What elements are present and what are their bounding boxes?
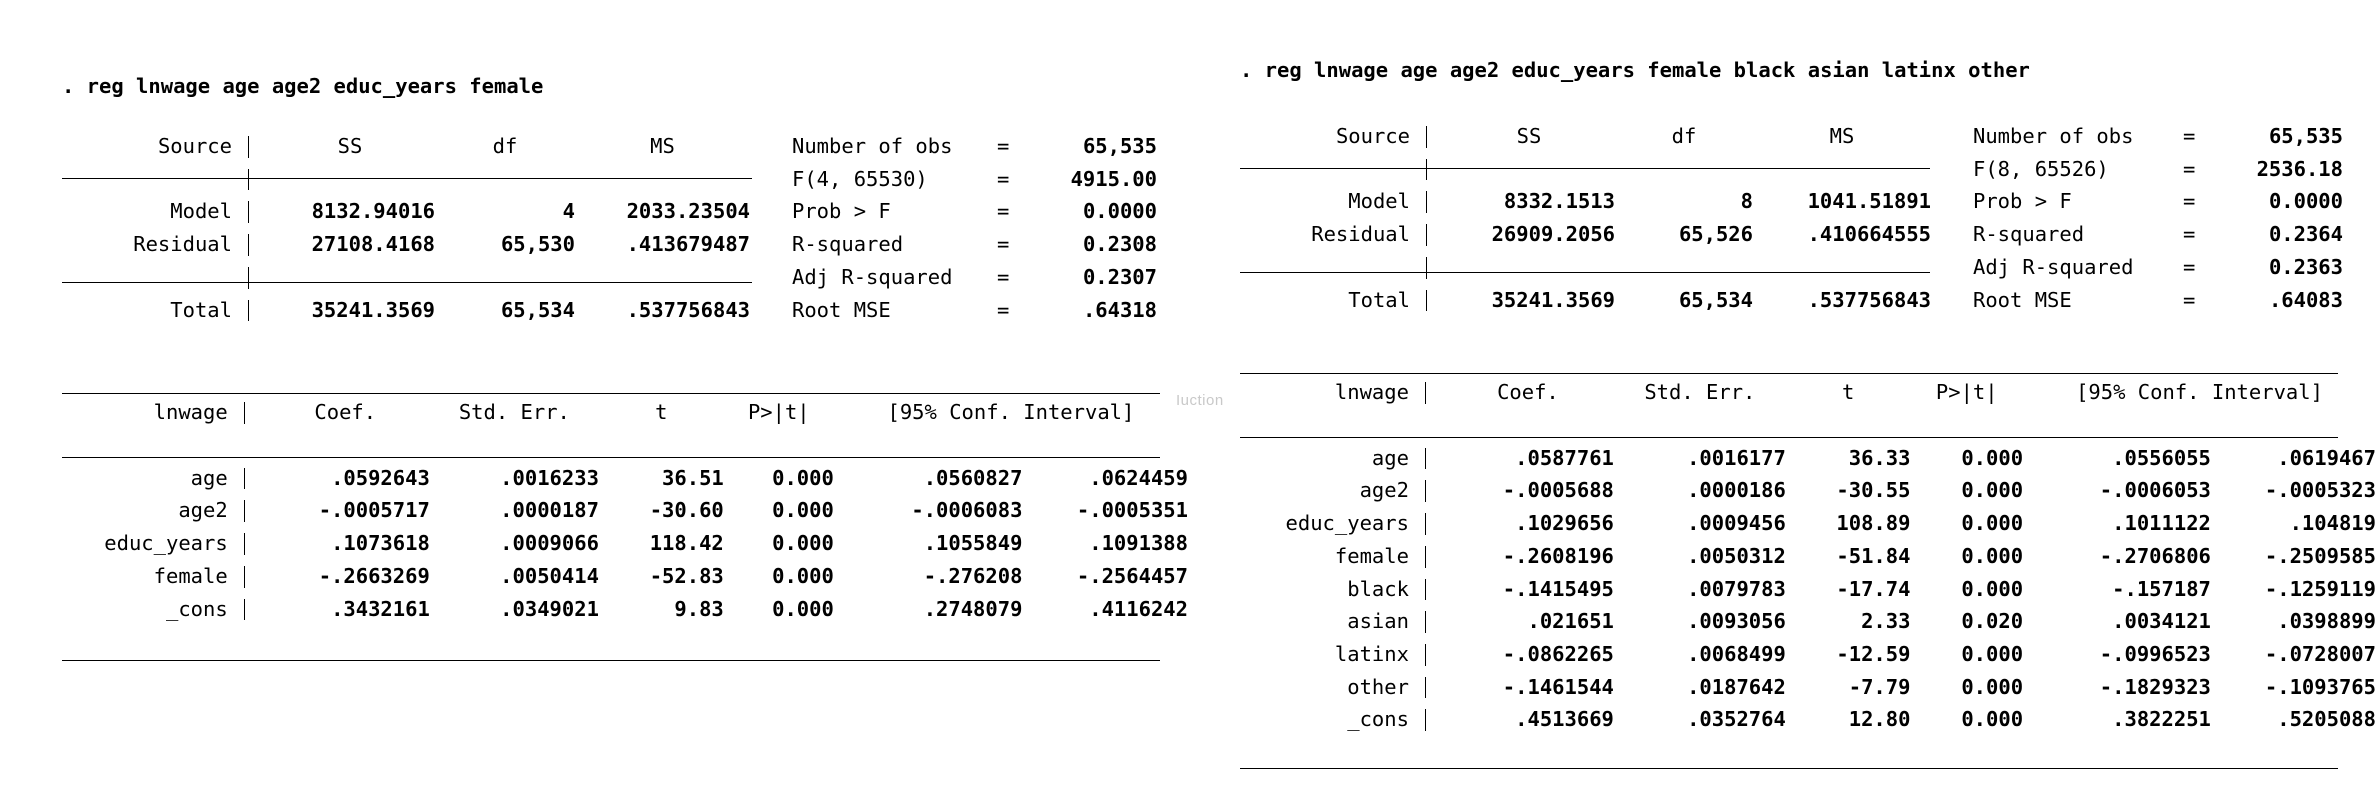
stat-eq-5: = xyxy=(997,297,1010,322)
ci-low: .1055849 xyxy=(923,531,1023,556)
table-row xyxy=(62,468,1188,490)
anova-residual-df: 65,530 xyxy=(500,232,575,257)
stata-command-left: . reg lnwage age age2 educ_years female xyxy=(62,74,544,98)
coef-row-label: other xyxy=(1347,674,1409,699)
anova-row-label: Residual xyxy=(133,232,232,257)
coef-rule-bottom-right xyxy=(1240,768,2338,769)
ci-low: -.0006053 xyxy=(2099,478,2211,503)
coef-value: -.0005717 xyxy=(318,498,430,523)
coef-col-coef: Coef. xyxy=(314,400,377,424)
stat-eq-3: = xyxy=(2183,222,2196,247)
se-value: .0016177 xyxy=(1687,445,1786,470)
t-value: 36.51 xyxy=(662,465,724,490)
coef-row-label: female xyxy=(153,563,228,588)
ci-low: .0034121 xyxy=(2112,609,2211,634)
coef-col-ci: [95% Conf. Interval] xyxy=(887,400,1135,424)
anova-total-ss: 35241.3569 xyxy=(311,297,435,322)
watermark-text: Iuction xyxy=(1176,392,1224,409)
ci-high: -.1093765 xyxy=(2264,674,2376,699)
anova-row-label: Model xyxy=(170,199,232,224)
coef-rule-mid-left xyxy=(62,457,1160,458)
se-value: .0187642 xyxy=(1687,674,1786,699)
ci-high: -.2564457 xyxy=(1076,563,1188,588)
anova-row-blank1 xyxy=(62,169,1157,191)
t-value: -12.59 xyxy=(1836,642,1911,667)
p-value: 0.000 xyxy=(1961,543,2024,568)
anova-row-blank2 xyxy=(1240,257,2343,279)
coef-value: -.2608196 xyxy=(1502,543,1614,568)
table-row xyxy=(1240,579,2376,601)
p-value: 0.000 xyxy=(1961,576,2024,601)
coef-col-t: t xyxy=(1841,380,1855,404)
p-value: 0.000 xyxy=(772,596,834,621)
stat-eq-0: = xyxy=(2183,124,2196,148)
stat-eq-4: = xyxy=(997,264,1010,289)
anova-rule-top-left xyxy=(62,178,752,179)
se-value: .0000187 xyxy=(500,498,599,523)
anova-row-total xyxy=(62,300,1157,322)
coef-header-row xyxy=(1240,382,2376,404)
p-value: 0.000 xyxy=(1961,642,2024,667)
stat-value-2: 0.0000 xyxy=(1082,199,1157,224)
stat-value-1: 2536.18 xyxy=(2256,156,2343,181)
ci-high: .4116242 xyxy=(1089,596,1188,621)
stat-value-4: 0.2307 xyxy=(1082,264,1157,289)
anova-model-ms: 2033.23504 xyxy=(626,199,750,224)
table-row xyxy=(62,500,1188,522)
regression-output-right xyxy=(1188,0,2376,804)
p-value: 0.000 xyxy=(772,465,834,490)
se-value: .0093056 xyxy=(1687,609,1786,634)
ci-low: -.0006083 xyxy=(911,498,1023,523)
stat-name-1: F(4, 65530) xyxy=(792,166,928,191)
coef-col-t: t xyxy=(655,400,668,424)
anova-residual-ss: 26909.2056 xyxy=(1491,222,1615,247)
coef-value: -.1415495 xyxy=(1502,576,1614,601)
anova-row-residual xyxy=(62,234,1157,256)
anova-col-ms: MS xyxy=(1829,124,1855,148)
anova-col-df: df xyxy=(1671,124,1697,148)
stat-name-0: Number of obs xyxy=(792,134,953,158)
anova-model-ss: 8332.1513 xyxy=(1503,189,1615,214)
anova-total-df: 65,534 xyxy=(500,297,575,322)
stat-name-3: R-squared xyxy=(1973,222,2085,247)
ci-high: .5205088 xyxy=(2277,707,2376,732)
t-value: 36.33 xyxy=(1848,445,1911,470)
anova-row-label: Total xyxy=(1348,287,1410,312)
ci-low: .0560827 xyxy=(923,465,1023,490)
stat-eq-5: = xyxy=(2183,287,2196,312)
coef-col-se: Std. Err. xyxy=(1644,380,1756,404)
anova-row-model xyxy=(1240,191,2343,213)
coef-row-label: _cons xyxy=(165,596,228,621)
anova-residual-ms: .413679487 xyxy=(626,232,750,257)
anova-header-row xyxy=(1240,126,2343,148)
anova-rule-mid-right xyxy=(1240,272,1930,273)
stat-eq-4: = xyxy=(2183,254,2196,279)
stat-name-0: Number of obs xyxy=(1973,124,2134,148)
ci-high: .0624459 xyxy=(1089,465,1188,490)
coef-col-depvar: lnwage xyxy=(153,400,228,424)
stat-value-0: 65,535 xyxy=(1082,134,1157,158)
coef-value: -.2663269 xyxy=(318,563,430,588)
table-row xyxy=(62,599,1188,621)
se-value: .0349021 xyxy=(500,596,599,621)
coef-row-label: educ_years xyxy=(104,531,228,556)
stat-eq-2: = xyxy=(997,199,1010,224)
table-row xyxy=(62,533,1188,555)
coef-rule-top-right xyxy=(1240,373,2338,374)
table-row xyxy=(1240,546,2376,568)
coef-value: -.1461544 xyxy=(1502,674,1614,699)
t-value: -30.60 xyxy=(649,498,724,523)
stat-value-4: 0.2363 xyxy=(2268,254,2343,279)
anova-row-blank1 xyxy=(1240,159,2343,181)
ci-high: -.0005351 xyxy=(1076,498,1188,523)
coef-rule-bottom-left xyxy=(62,660,1160,661)
coef-rule-top-left xyxy=(62,393,1160,394)
anova-rule-mid-left xyxy=(62,282,752,283)
coef-row-label: age2 xyxy=(178,498,228,523)
t-value: -52.83 xyxy=(649,563,724,588)
anova-row-label: Total xyxy=(170,297,232,322)
coef-table-left xyxy=(62,402,1188,642)
stat-eq-0: = xyxy=(997,134,1010,158)
ci-high: .104819 xyxy=(2289,511,2376,536)
t-value: 9.83 xyxy=(674,596,724,621)
stat-name-3: R-squared xyxy=(792,232,904,257)
p-value: 0.000 xyxy=(1961,707,2024,732)
p-value: 0.000 xyxy=(772,563,834,588)
t-value: 118.42 xyxy=(649,531,724,556)
stat-eq-2: = xyxy=(2183,189,2196,214)
anova-residual-df: 65,526 xyxy=(1678,222,1753,247)
table-row xyxy=(1240,677,2376,699)
coef-col-se: Std. Err. xyxy=(458,400,570,424)
ci-high: -.1259119 xyxy=(2264,576,2376,601)
stat-value-0: 65,535 xyxy=(2268,124,2343,148)
anova-col-ms: MS xyxy=(650,134,675,158)
anova-row-blank2 xyxy=(62,267,1157,289)
t-value: 12.80 xyxy=(1848,707,1911,732)
anova-total-ms: .537756843 xyxy=(1807,287,1931,312)
table-row xyxy=(1240,448,2376,470)
coef-header-row xyxy=(62,402,1188,424)
coef-row-label: educ_years xyxy=(1285,511,1409,536)
coef-col-p: P>|t| xyxy=(747,400,810,424)
coef-value: .0592643 xyxy=(331,465,430,490)
table-row xyxy=(1240,611,2376,633)
t-value: 108.89 xyxy=(1836,511,1911,536)
coef-value: .1029656 xyxy=(1515,511,1614,536)
anova-total-ss: 35241.3569 xyxy=(1491,287,1615,312)
anova-model-df: 4 xyxy=(562,199,575,224)
p-value: 0.000 xyxy=(772,531,834,556)
ci-low: -.0996523 xyxy=(2099,642,2211,667)
ci-high: -.2509585 xyxy=(2264,543,2376,568)
coef-value: .021651 xyxy=(1527,609,1614,634)
se-value: .0016233 xyxy=(500,465,599,490)
coef-value: .3432161 xyxy=(331,596,430,621)
coef-row-label: age xyxy=(190,465,228,490)
anova-row-total xyxy=(1240,290,2343,312)
ci-low: -.157187 xyxy=(2112,576,2211,601)
ci-low: -.276208 xyxy=(923,563,1023,588)
anova-col-source: Source xyxy=(157,134,232,158)
table-row xyxy=(1240,480,2376,502)
ci-low: .2748079 xyxy=(923,596,1023,621)
stat-name-2: Prob > F xyxy=(1973,189,2072,214)
anova-col-source: Source xyxy=(1335,124,1410,148)
se-value: .0352764 xyxy=(1687,707,1786,732)
stat-name-2: Prob > F xyxy=(792,199,891,224)
anova-total-df: 65,534 xyxy=(1678,287,1753,312)
t-value: -30.55 xyxy=(1836,478,1911,503)
ci-low: .1011122 xyxy=(2112,511,2211,536)
se-value: .0050312 xyxy=(1687,543,1786,568)
ci-low: .0556055 xyxy=(2112,445,2211,470)
stat-value-3: 0.2364 xyxy=(2268,222,2343,247)
t-value: 2.33 xyxy=(1861,609,1911,634)
coef-col-p: P>|t| xyxy=(1935,380,1998,404)
anova-residual-ms: .410664555 xyxy=(1807,222,1931,247)
coef-value: .0587761 xyxy=(1515,445,1614,470)
coef-row-label: age xyxy=(1371,445,1409,470)
table-row xyxy=(62,566,1188,588)
coef-value: -.0862265 xyxy=(1502,642,1614,667)
stat-name-1: F(8, 65526) xyxy=(1973,156,2109,181)
anova-table-left xyxy=(62,136,1157,321)
table-row xyxy=(1240,709,2376,731)
coef-col-depvar: lnwage xyxy=(1334,380,1409,404)
ci-low: -.1829323 xyxy=(2099,674,2211,699)
coef-row-label: asian xyxy=(1347,609,1409,634)
t-value: -51.84 xyxy=(1836,543,1911,568)
anova-model-df: 8 xyxy=(1740,189,1753,214)
table-row xyxy=(1240,513,2376,535)
se-value: .0068499 xyxy=(1687,642,1786,667)
se-value: .0000186 xyxy=(1687,478,1786,503)
coef-value: .1073618 xyxy=(331,531,430,556)
stat-value-3: 0.2308 xyxy=(1082,232,1157,257)
stat-value-1: 4915.00 xyxy=(1070,166,1157,191)
anova-rule-top-right xyxy=(1240,168,1930,169)
coef-col-coef: Coef. xyxy=(1497,380,1559,404)
anova-model-ss: 8132.94016 xyxy=(311,199,435,224)
coef-value: -.0005688 xyxy=(1502,478,1614,503)
ci-high: .0398899 xyxy=(2277,609,2376,634)
se-value: .0009066 xyxy=(500,531,599,556)
anova-row-residual xyxy=(1240,224,2343,246)
table-row xyxy=(1240,644,2376,666)
anova-row-model xyxy=(62,201,1157,223)
coef-row-label: age2 xyxy=(1359,478,1409,503)
anova-col-ss: SS xyxy=(337,134,363,158)
ci-high: .0619467 xyxy=(2277,445,2376,470)
p-value: 0.000 xyxy=(1961,478,2024,503)
p-value: 0.000 xyxy=(1961,445,2024,470)
anova-row-label: Model xyxy=(1348,189,1410,214)
stata-command-right: . reg lnwage age age2 educ_years female black asian latinx other xyxy=(1240,58,2030,82)
anova-total-ms: .537756843 xyxy=(626,297,750,322)
coef-row-label: _cons xyxy=(1347,707,1409,732)
stat-eq-3: = xyxy=(997,232,1010,257)
ci-low: -.2706806 xyxy=(2099,543,2211,568)
stat-eq-1: = xyxy=(997,166,1010,191)
stat-value-5: .64083 xyxy=(2268,287,2343,312)
stat-value-2: 0.0000 xyxy=(2268,189,2343,214)
p-value: 0.000 xyxy=(1961,674,2024,699)
stat-eq-1: = xyxy=(2183,156,2196,181)
ci-high: -.0005323 xyxy=(2264,478,2376,503)
stat-name-5: Root MSE xyxy=(1973,287,2072,312)
coef-col-ci: [95% Conf. Interval] xyxy=(2076,380,2323,404)
coef-row-label: latinx xyxy=(1334,642,1409,667)
ci-low: .3822251 xyxy=(2112,707,2211,732)
stat-value-5: .64318 xyxy=(1082,297,1157,322)
stat-name-4: Adj R-squared xyxy=(792,264,953,289)
se-value: .0079783 xyxy=(1687,576,1786,601)
anova-model-ms: 1041.51891 xyxy=(1807,189,1931,214)
coef-value: .4513669 xyxy=(1515,707,1614,732)
anova-table-right xyxy=(1240,126,2343,311)
ci-high: .1091388 xyxy=(1089,531,1188,556)
p-value: 0.000 xyxy=(1961,511,2024,536)
anova-header-row xyxy=(62,136,1157,158)
anova-row-label: Residual xyxy=(1311,222,1410,247)
t-value: -7.79 xyxy=(1848,674,1911,699)
se-value: .0050414 xyxy=(500,563,599,588)
p-value: 0.000 xyxy=(772,498,834,523)
ci-high: -.0728007 xyxy=(2264,642,2376,667)
coef-rule-mid-right xyxy=(1240,437,2338,438)
stat-name-4: Adj R-squared xyxy=(1973,254,2134,279)
anova-col-df: df xyxy=(492,134,518,158)
anova-col-ss: SS xyxy=(1516,124,1542,148)
p-value: 0.020 xyxy=(1961,609,2024,634)
coef-row-label: black xyxy=(1347,576,1409,601)
anova-residual-ss: 27108.4168 xyxy=(311,232,435,257)
se-value: .0009456 xyxy=(1687,511,1786,536)
stat-name-5: Root MSE xyxy=(792,297,891,322)
t-value: -17.74 xyxy=(1836,576,1911,601)
coef-row-label: female xyxy=(1334,543,1409,568)
